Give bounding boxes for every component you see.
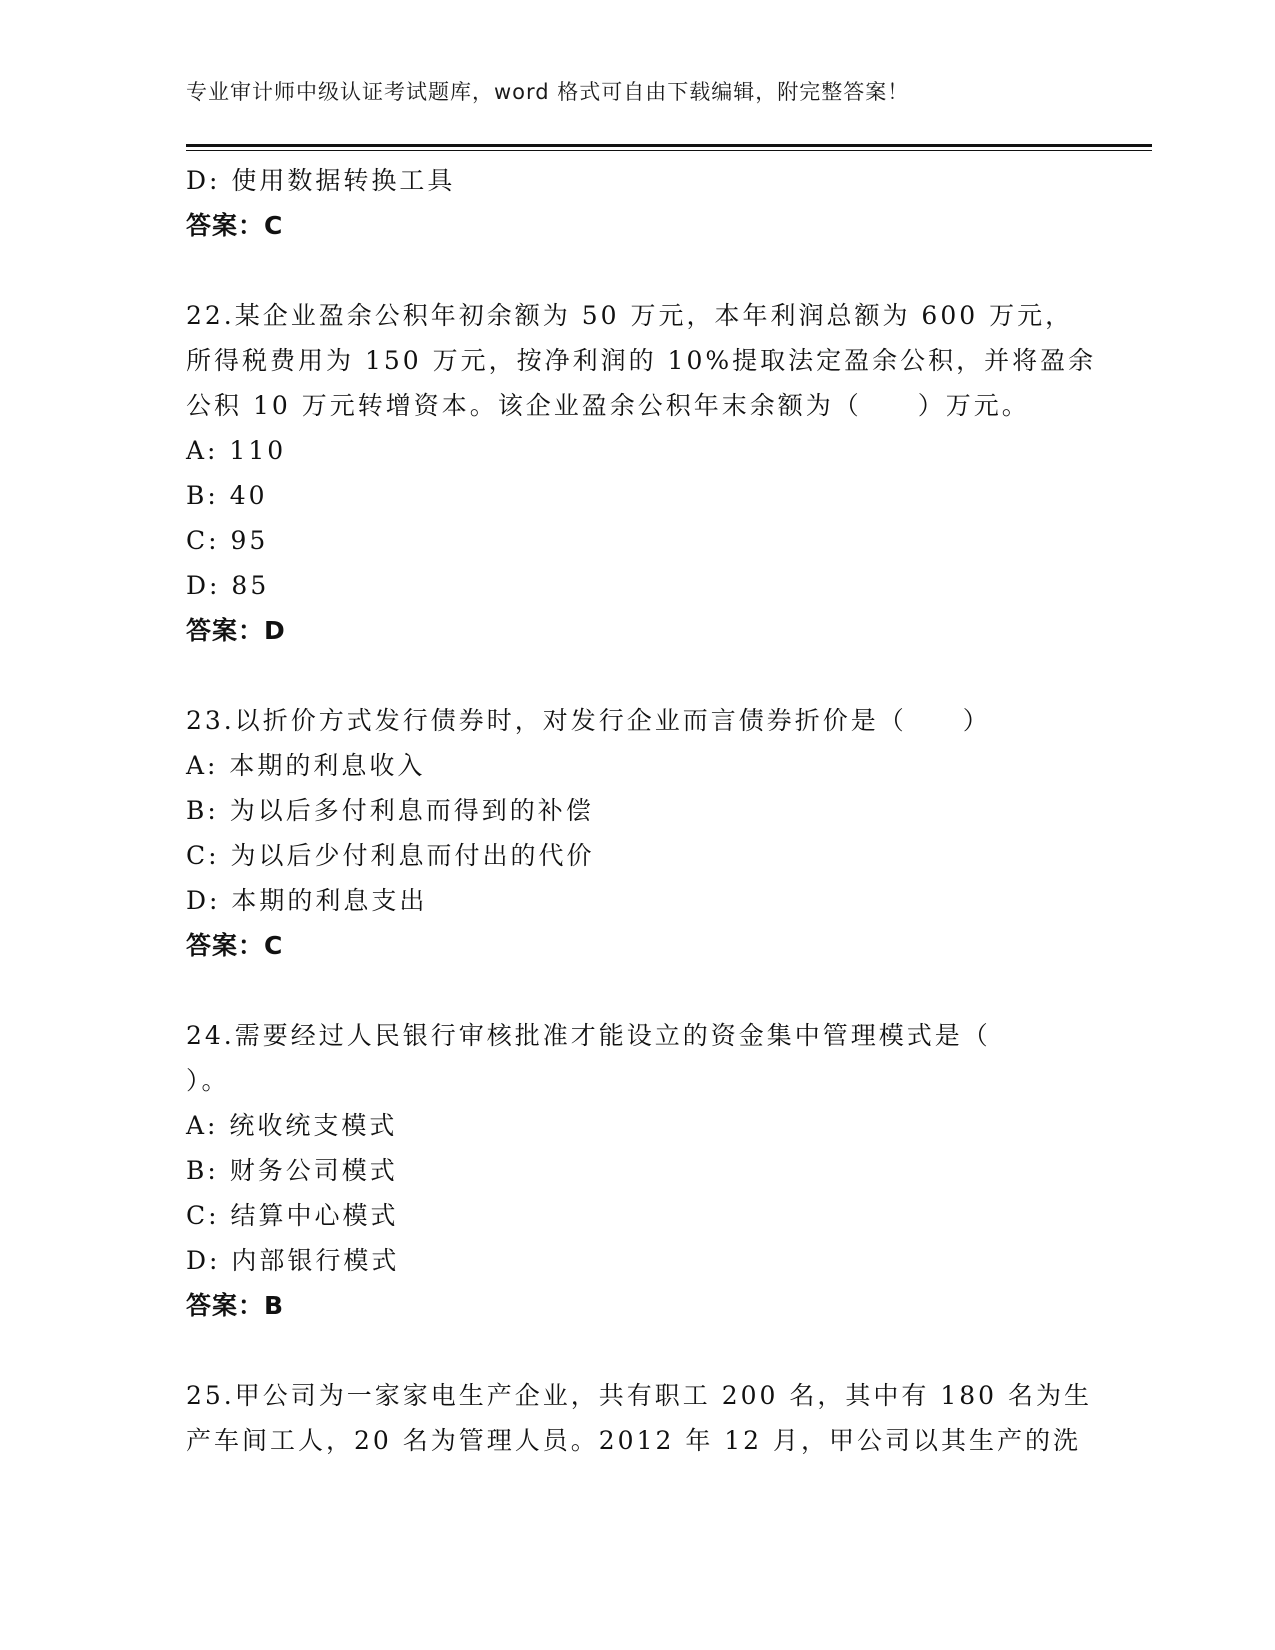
spacer — [186, 968, 1086, 1013]
header-rule-thin — [186, 150, 1152, 151]
prev-answer: 答案：C — [186, 211, 284, 240]
option-c: C: 结算中心模式 — [186, 1201, 399, 1230]
option-c: C: 95 — [186, 526, 269, 555]
question-text-line: 22.某企业盈余公积年初余额为 50 万元，本年利润总额为 600 万元， — [186, 301, 1074, 330]
answer: 答案：C — [186, 931, 284, 960]
spacer — [186, 1328, 1086, 1373]
question-text-line: 25.甲公司为一家家电生产企业，共有职工 200 名，其中有 180 名为生 — [186, 1381, 1092, 1410]
option-d: D: 本期的利息支出 — [186, 886, 428, 915]
prev-option-d: D: 使用数据转换工具 — [186, 166, 456, 195]
option-b: B: 为以后多付利息而得到的补偿 — [186, 796, 594, 825]
answer: 答案：D — [186, 616, 286, 645]
spacer — [186, 653, 1086, 698]
option-c: C: 为以后少付利息而付出的代价 — [186, 841, 595, 870]
option-a: A: 本期的利息收入 — [186, 751, 426, 780]
option-b: B: 40 — [186, 481, 268, 510]
page-header: 专业审计师中级认证考试题库，word 格式可自由下载编辑，附完整答案！ — [186, 80, 910, 104]
header-rule-thick — [186, 144, 1152, 147]
question-text-line: 产车间工人，20 名为管理人员。2012 年 12 月，甲公司以其生产的洗 — [186, 1426, 1082, 1455]
option-d: D: 85 — [186, 571, 270, 600]
option-a: A: 统收统支模式 — [186, 1111, 398, 1140]
question-text-line: ）。 — [186, 1066, 230, 1095]
option-d: D: 内部银行模式 — [186, 1246, 400, 1275]
question-25 — [186, 1373, 1092, 1463]
question-23 — [186, 698, 1086, 968]
spacer — [186, 248, 1086, 293]
question-text-line: 公积 10 万元转增资本。该企业盈余公积年末余额为（ ）万元。 — [186, 391, 1030, 420]
question-22 — [186, 293, 1097, 653]
question-text-line: 23.以折价方式发行债券时，对发行企业而言债券折价是（ ） — [186, 706, 991, 735]
question-text-line: 24.需要经过人民银行审核批准才能设立的资金集中管理模式是（ — [186, 1021, 991, 1050]
question-text-line: 所得税费用为 150 万元，按净利润的 10%提取法定盈余公积，并将盈余 — [186, 346, 1097, 375]
document-body — [186, 158, 1097, 1463]
answer: 答案：B — [186, 1291, 285, 1320]
question-24 — [186, 1013, 1086, 1328]
option-b: B: 财务公司模式 — [186, 1156, 398, 1185]
option-a: A: 110 — [186, 436, 287, 465]
